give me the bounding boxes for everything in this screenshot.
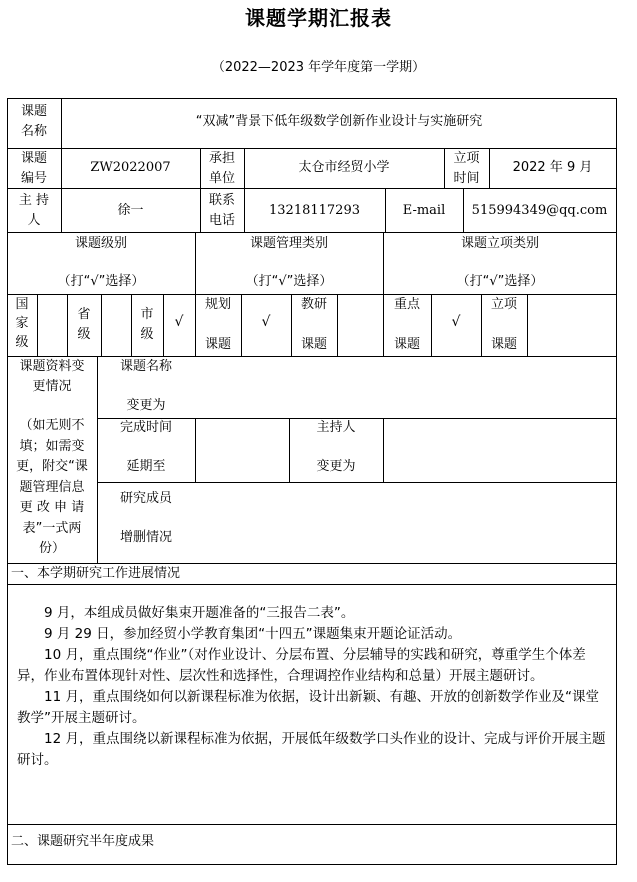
progress-content xyxy=(17,603,612,771)
unit-label: 承担 单位 xyxy=(208,151,235,186)
setup-time-label: 立项 时间 xyxy=(453,151,480,186)
topic-no-label: 课题 编号 xyxy=(20,151,47,186)
host-label: 主 持 人 xyxy=(18,193,50,228)
progress-paragraph: 9 月 29 日，参加经贸小学教育集团“十四五”课题集束开题论证活动。 xyxy=(44,626,462,642)
progress-paragraph: 9 月，本组成员做好集束开题准备的“三报告二表”。 xyxy=(44,605,355,621)
unit-value: 太仓市经贸小学 xyxy=(298,160,390,175)
report-table xyxy=(7,98,617,866)
mgmt-hint: （打“√”选择） xyxy=(245,274,333,289)
name-change-label: 课题名称 变更为 xyxy=(119,359,172,413)
national-label: 国 家 级 xyxy=(15,297,29,350)
city-label: 市 级 xyxy=(140,307,154,342)
email-label: E-mail xyxy=(402,203,446,218)
topic-name-label: 课题 名称 xyxy=(20,104,47,139)
type-header: 课题立项类别 xyxy=(460,236,539,251)
type-hint: （打“√”选择） xyxy=(456,274,544,289)
research-label: 教研 课题 xyxy=(300,297,327,352)
progress-paragraph: 12 月，重点围绕以新课程标准为依据，开展低年级数学口头作业的设计、完成与评价开展主题研讨。 xyxy=(17,731,606,768)
host-value: 徐一 xyxy=(117,203,144,218)
level-header: 课题级别 xyxy=(74,236,127,251)
section-progress-heading: 一、本学期研究工作进展情况 xyxy=(11,566,181,581)
level-hint: （打“√”选择） xyxy=(57,274,145,289)
topic-name-value: “双减”背景下低年级数学创新作业设计与实施研究 xyxy=(195,114,483,129)
member-change-label: 研究成员 增删情况 xyxy=(119,491,172,545)
phone-label: 联系 电话 xyxy=(208,193,235,228)
topic-no-value: ZW2022007 xyxy=(90,160,171,175)
key-label: 重点 课题 xyxy=(393,297,420,352)
change-note: （如无则不 填；如需变 更，附交“课 题管理信息 更 改 申 请 表”一式两 份） xyxy=(16,418,88,556)
time-change-label: 完成时间 延期至 xyxy=(119,420,172,474)
phone-value: 13218117293 xyxy=(269,203,360,218)
city-check-mark: √ xyxy=(174,314,184,330)
change-info-label: 课题资料变 更情况 xyxy=(19,359,85,394)
setup-time-value: 2022 年 9 月 xyxy=(512,160,593,175)
mgmt-header: 课题管理类别 xyxy=(249,236,328,251)
planning-label: 规划 课题 xyxy=(204,297,231,352)
progress-paragraph: 11 月，重点围绕如何以新课程标准为依据，设计出新颖、有趣、开放的创新数学作业及“课堂教学”开展主题研讨。 xyxy=(17,689,599,726)
section-results-heading: 二、课题研究半年度成果 xyxy=(11,834,155,849)
progress-paragraph: 10 月，重点围绕“作业”（对作业设计、分层布置、分层辅导的实践和研究，尊重学生个体差异，作业布置体现针对性、层次性和选择性，合理调控作业结构和总量）开展主题研讨。 xyxy=(17,647,586,684)
term-subtitle: （2022—2023 年学年度第一学期） xyxy=(211,60,426,75)
email-value: 515994349@qq.com xyxy=(471,203,608,218)
planning-check-mark: √ xyxy=(261,314,271,330)
document-title: 课题学期汇报表 xyxy=(245,6,392,30)
host-change-label: 主持人 变更为 xyxy=(316,420,356,474)
province-label: 省 级 xyxy=(77,307,91,342)
key-check-mark: √ xyxy=(451,314,461,330)
project-label: 立项 课题 xyxy=(490,297,517,352)
